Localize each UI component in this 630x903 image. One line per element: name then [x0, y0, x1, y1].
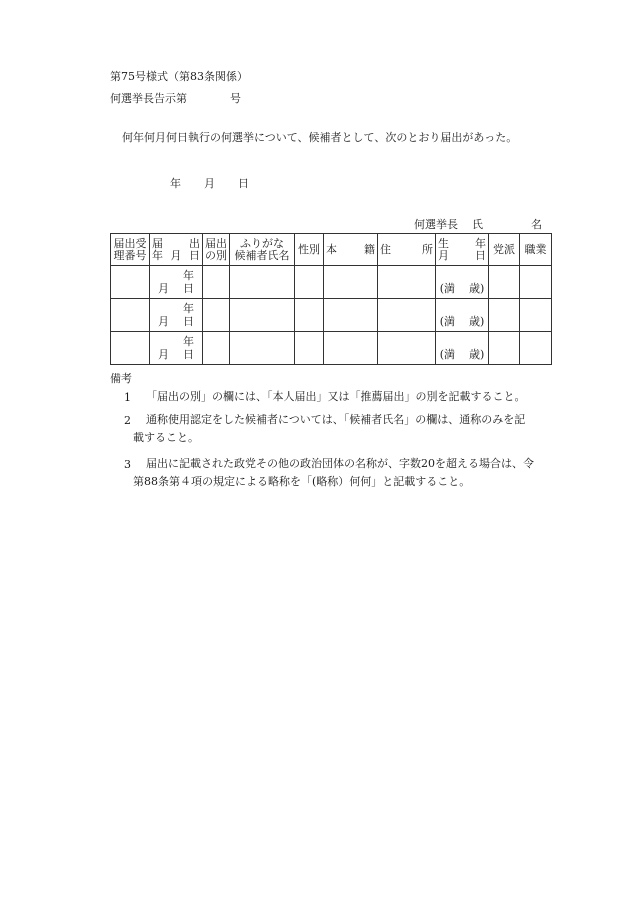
filing-type-cell [203, 332, 230, 365]
birth-date-cell: (満 歳) [436, 266, 489, 299]
filing-type-cell [203, 299, 230, 332]
signature-shi: 氏 [472, 218, 483, 231]
filing-date-cell: 年 月 日 [150, 299, 203, 332]
header-party: 党派 [489, 234, 520, 266]
table-row [111, 299, 552, 332]
remark-number: 2 [124, 414, 131, 427]
table-row [111, 266, 552, 299]
party-cell [489, 332, 520, 365]
form-number: 第75号様式（第83条関係） [110, 70, 248, 83]
name-cell [230, 299, 295, 332]
notice-suffix: 号 [230, 92, 241, 105]
birth-date-cell: (満 歳) [436, 299, 489, 332]
header-filing-type: 届出 の別 [203, 234, 230, 266]
signature-title: 何選挙長 [414, 218, 458, 231]
header-occupation: 職業 [520, 234, 552, 266]
address-cell [378, 266, 436, 299]
domicile-cell [324, 299, 378, 332]
header-candidate-name: ふりがな 候補者氏名 [230, 234, 295, 266]
remark-item-1: 「届出の別」の欄には、「本人届出」又は「推薦届出」の別を記載すること。 [146, 390, 526, 403]
party-cell [489, 266, 520, 299]
header-domicile: 本 籍 [324, 234, 378, 266]
sex-cell [295, 299, 324, 332]
header-birth-date: 生 年 月 日 [436, 234, 489, 266]
remark-number: 1 [124, 391, 131, 404]
table-row [111, 332, 552, 365]
filing-date-cell: 年 月 日 [150, 332, 203, 365]
domicile-cell [324, 266, 378, 299]
name-cell [230, 332, 295, 365]
remark-item-3: 届出に記載された政党その他の政治団体の名称が、字数20を超える場合は、令 [146, 457, 534, 470]
sex-cell [295, 332, 324, 365]
remark-number: 3 [124, 458, 131, 471]
birth-date-cell: (満 歳) [436, 332, 489, 365]
date-year-label: 年 [170, 177, 181, 190]
table-header-row [111, 234, 552, 266]
date-month-label: 月 [204, 177, 215, 190]
domicile-cell [324, 332, 378, 365]
remark-item-2-cont: 載すること。 [133, 431, 199, 444]
header-receipt-no: 届出受 理番号 [111, 234, 150, 266]
remark-item-2: 通称使用認定をした候補者については、「候補者氏名」の欄は、通称のみを記 [146, 413, 526, 426]
occupation-cell [520, 299, 552, 332]
filing-date-cell: 年 月 日 [150, 266, 203, 299]
address-cell [378, 299, 436, 332]
occupation-cell [520, 266, 552, 299]
filing-type-cell [203, 266, 230, 299]
occupation-cell [520, 332, 552, 365]
remarks-title: 備考 [110, 372, 132, 385]
header-sex: 性別 [295, 234, 324, 266]
signature-mei: 名 [531, 218, 542, 231]
receipt-no-cell [111, 266, 150, 299]
receipt-no-cell [111, 299, 150, 332]
address-cell [378, 332, 436, 365]
candidate-table [110, 233, 552, 365]
receipt-no-cell [111, 332, 150, 365]
statement: 何年何月何日執行の何選挙について、候補者として、次のとおり届出があった。 [122, 131, 518, 144]
remark-item-3-cont: 第88条第４項の規定による略称を「(略称）何何」と記載すること。 [133, 475, 471, 488]
name-cell [230, 266, 295, 299]
header-address: 住 所 [378, 234, 436, 266]
sex-cell [295, 266, 324, 299]
party-cell [489, 299, 520, 332]
notice-label: 何選挙長告示第 [110, 92, 187, 105]
date-day-label: 日 [238, 177, 249, 190]
header-filing-date: 届 出 年 月 日 [150, 234, 203, 266]
